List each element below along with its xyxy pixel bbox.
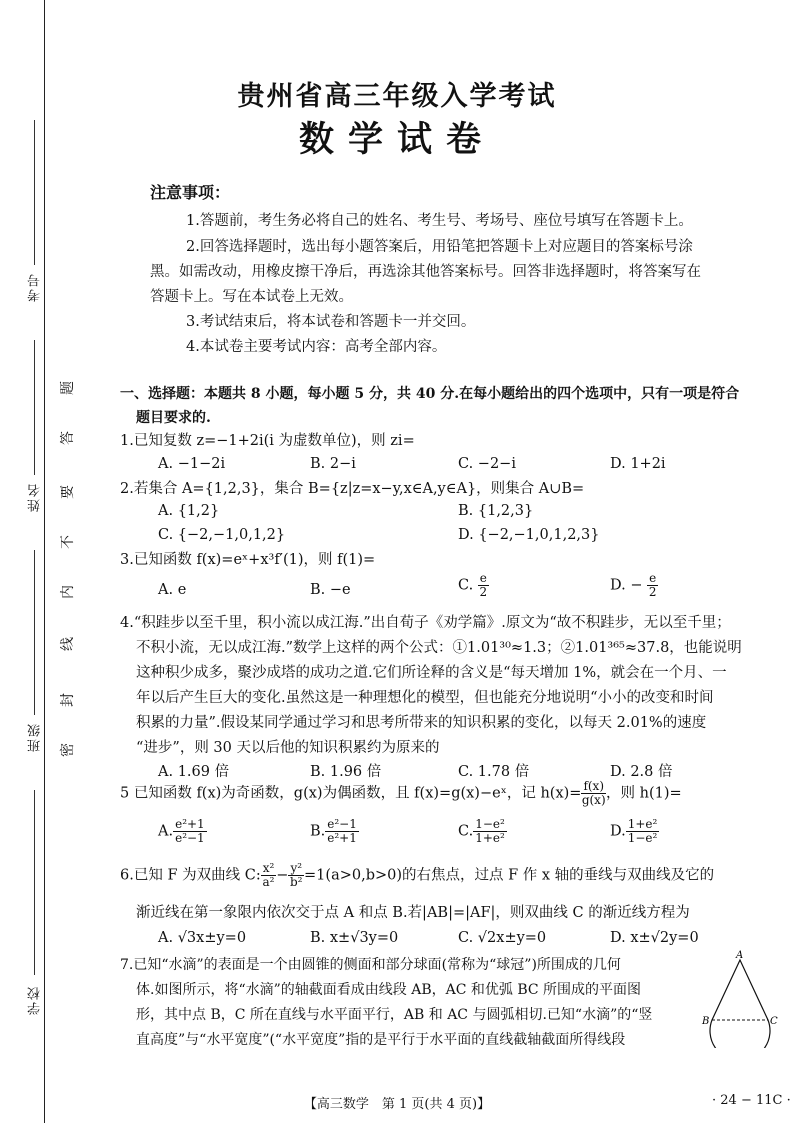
- q2-stem: 2.若集合 A={1,2,3}，集合 B={z|z=x−y,x∈A,y∈A}，则集合 A∪B=: [120, 481, 585, 497]
- q6-y-fraction: [288, 862, 304, 889]
- exam-subject-title: 数学试卷: [298, 119, 495, 160]
- notice-item: 3.考试结束后，将本试卷和答题卡一并交回。: [186, 314, 476, 330]
- q7-line: 直高度”与“水平宽度”(“水平宽度”指的是平行于水平面的直线截轴截面所得线段: [136, 1032, 626, 1048]
- q5-option-a: [158, 818, 207, 845]
- name-field: [34, 340, 35, 475]
- point-a-label: A: [736, 950, 744, 961]
- q6-option-c: C. √2x±y=0: [458, 930, 547, 946]
- seal-char: 要: [60, 485, 76, 499]
- section-heading-cont: 题目要求的.: [136, 410, 211, 426]
- seal-char: 线: [60, 637, 76, 651]
- option-label: D.: [610, 823, 626, 840]
- school-field: [34, 790, 35, 975]
- denominator: g(x): [581, 793, 606, 807]
- section-heading: 一、选择题：本题共 8 小题，每小题 5 分，共 40 分.在每小题给出的四个选项中，只有一项是符合: [120, 386, 740, 402]
- q4-option-b: B. 1.96 倍: [310, 764, 382, 780]
- q4-line: “进步”，则 30 天以后他的知识积累约为原来的: [136, 740, 440, 756]
- q6-option-a: A. √3x±y=0: [158, 930, 247, 946]
- exam-title: 贵州省高三年级入学考试: [237, 81, 557, 112]
- q5-stem-tail: ，则 h(1)=: [606, 785, 682, 802]
- seal-char: 封: [60, 693, 76, 707]
- point-b-label: B: [702, 1016, 710, 1027]
- q6-option-b: B. x±√3y=0: [310, 930, 399, 946]
- notice-item: 2.回答选择题时，选出每小题答案后，用铅笔把答题卡上对应题目的答案标号涂: [186, 239, 693, 255]
- q4-line: 不积小流，无以成江海.”数学上这样的两个公式：①1.01³⁰≈1.3；②1.01³⁶⁵≈37.8，也能说明: [136, 640, 742, 656]
- q3-option-c-label: C.: [458, 577, 474, 594]
- class-field: [34, 550, 35, 715]
- q5-h-fraction: [581, 780, 606, 807]
- q6-stem: [120, 862, 714, 889]
- numerator: e²−1: [327, 817, 357, 831]
- q5-stem: [120, 780, 682, 807]
- denominator: b²: [289, 875, 303, 889]
- seal-char: 密: [60, 743, 76, 757]
- notice-item: 1.答题前，考生务必将自己的姓名、考生号、考场号、座位号填写在答题卡上。: [186, 213, 693, 229]
- denominator: e²−1: [175, 831, 205, 845]
- q5-option-b: [310, 818, 359, 845]
- q2-option-b: B. {1,2,3}: [458, 503, 534, 519]
- numerator: y²: [290, 861, 303, 875]
- q4-line: 年以后产生巨大的变化.虽然这是一种理想化的模型，但也能充分地说明“小小的改变和时间: [136, 690, 714, 706]
- seal-char: 不: [60, 535, 76, 549]
- numerator: x²: [262, 861, 275, 875]
- q3-option-a: A. e: [158, 582, 187, 598]
- denominator: 2: [479, 585, 488, 599]
- q2-option-c: C. {−2,−1,0,1,2}: [158, 527, 286, 543]
- q4-line: 4.“积跬步以至千里，积小流以成江海.”出自荀子《劝学篇》.原文为“故不积跬步，无以至千里；: [120, 615, 731, 631]
- q1-option-c: C. −2−i: [458, 456, 516, 472]
- denominator: a²: [262, 875, 275, 889]
- option-fraction: [325, 818, 359, 845]
- waterdrop-outline: [710, 960, 770, 1048]
- point-c-label: C: [770, 1016, 778, 1027]
- seal-char: 内: [60, 585, 76, 599]
- option-label: C.: [458, 823, 474, 840]
- q4-option-a: A. 1.69 倍: [158, 764, 230, 780]
- q4-line: 积累的力量”.假设某同学通过学习和思考所带来的知识积累的变化，以每天 2.01%的速度: [136, 715, 707, 731]
- q5-stem-text: 5 已知函数 f(x)为奇函数，g(x)为偶函数，且 f(x)=g(x)−eˣ，记 h(x)=: [120, 785, 582, 802]
- q3-option-c-fraction: [478, 572, 489, 599]
- q6-minus: −: [276, 867, 289, 884]
- option-fraction: [173, 818, 207, 845]
- q6-line2: 渐近线在第一象限内依次交于点 A 和点 B.若|AB|=|AF|，则双曲线 C 的渐近线方程为: [136, 905, 690, 921]
- option-label: A.: [158, 823, 174, 840]
- denominator: 2: [648, 585, 657, 599]
- q6-x-fraction: [261, 862, 277, 889]
- q2-option-a: A. {1,2}: [158, 503, 220, 519]
- numerator: 1−e²: [475, 817, 505, 831]
- q2-option-d: D. {−2,−1,0,1,2,3}: [458, 527, 600, 543]
- q3-stem: 3.已知函数 f(x)=eˣ+x³f′(1)，则 f(1)=: [120, 552, 376, 568]
- q7-line: 形，其中点 B，C 所在直线与水平面平行，AB 和 AC 与圆弧相切.已知“水滴”的“竖: [136, 1007, 653, 1023]
- binding-line: [44, 0, 45, 1123]
- waterdrop-figure: [700, 948, 780, 1048]
- numerator: 1+e²: [627, 817, 658, 831]
- numerator: f(x): [583, 779, 605, 793]
- q3-option-c: [458, 572, 489, 599]
- notice-item: 4.本试卷主要考试内容：高考全部内容。: [186, 339, 447, 355]
- exam-number-label: 考号: [28, 272, 43, 302]
- numerator: e: [649, 571, 657, 585]
- q7-line: 7.已知“水滴”的表面是一个由圆锥的侧面和部分球面(常称为“球冠”)所围成的几何: [120, 957, 621, 973]
- q4-line: 这种积少成多，聚沙成塔的成功之道.它们所诠释的含义是“每天增加 1%，就会在一个月、一: [136, 665, 727, 681]
- name-label: 姓名: [28, 482, 43, 512]
- class-label: 班级: [28, 722, 43, 752]
- q1-option-a: A. −1−2i: [158, 456, 226, 472]
- school-label: 学校: [28, 985, 43, 1015]
- notice-item: 黑。如需改动，用橡皮擦干净后，再选涂其他答案标号。回答非选择题时，将答案写在: [150, 264, 701, 280]
- notice-item: 答题卡上。写在本试卷上无效。: [150, 289, 353, 305]
- page-footer: 【高三数学 第 1 页(共 4 页)】: [303, 1097, 491, 1112]
- q7-line: 体.如图所示，将“水滴”的轴截面看成由线段 AB，AC 和优弧 BC 所围成的平面图: [136, 982, 642, 998]
- q3-option-d-fraction: [647, 572, 658, 599]
- denominator: e²+1: [327, 831, 357, 845]
- q1-option-d: D. 1+2i: [610, 456, 666, 472]
- numerator: e: [479, 571, 487, 585]
- q5-option-c: [458, 818, 507, 845]
- q1-stem: 1.已知复数 z=−1+2i(i 为虚数单位)，则 zi=: [120, 433, 415, 449]
- numerator: e²+1: [175, 817, 205, 831]
- q5-option-d: [610, 818, 659, 845]
- q3-option-b: B. −e: [310, 582, 351, 598]
- q3-option-d: [610, 572, 658, 599]
- q6-stem-text: 6.已知 F 为双曲线 C:: [120, 867, 261, 884]
- q6-stem-tail: =1(a>0,b>0)的右焦点，过点 F 作 x 轴的垂线与双曲线及它的: [304, 867, 715, 884]
- option-fraction: [473, 818, 507, 845]
- exam-code: · 24 − 11C ·: [712, 1093, 791, 1108]
- q6-option-d: D. x±√2y=0: [610, 930, 699, 946]
- option-label: B.: [310, 823, 326, 840]
- q1-option-b: B. 2−i: [310, 456, 356, 472]
- seal-char: 答: [60, 431, 76, 445]
- denominator: 1−e²: [627, 831, 658, 845]
- q4-option-d: D. 2.8 倍: [610, 764, 673, 780]
- denominator: 1+e²: [475, 831, 505, 845]
- option-fraction: [626, 818, 660, 845]
- seal-char: 题: [60, 381, 76, 395]
- notice-heading: 注意事项：: [150, 183, 231, 202]
- q4-option-c: C. 1.78 倍: [458, 764, 530, 780]
- q3-option-d-label: D. −: [610, 577, 643, 594]
